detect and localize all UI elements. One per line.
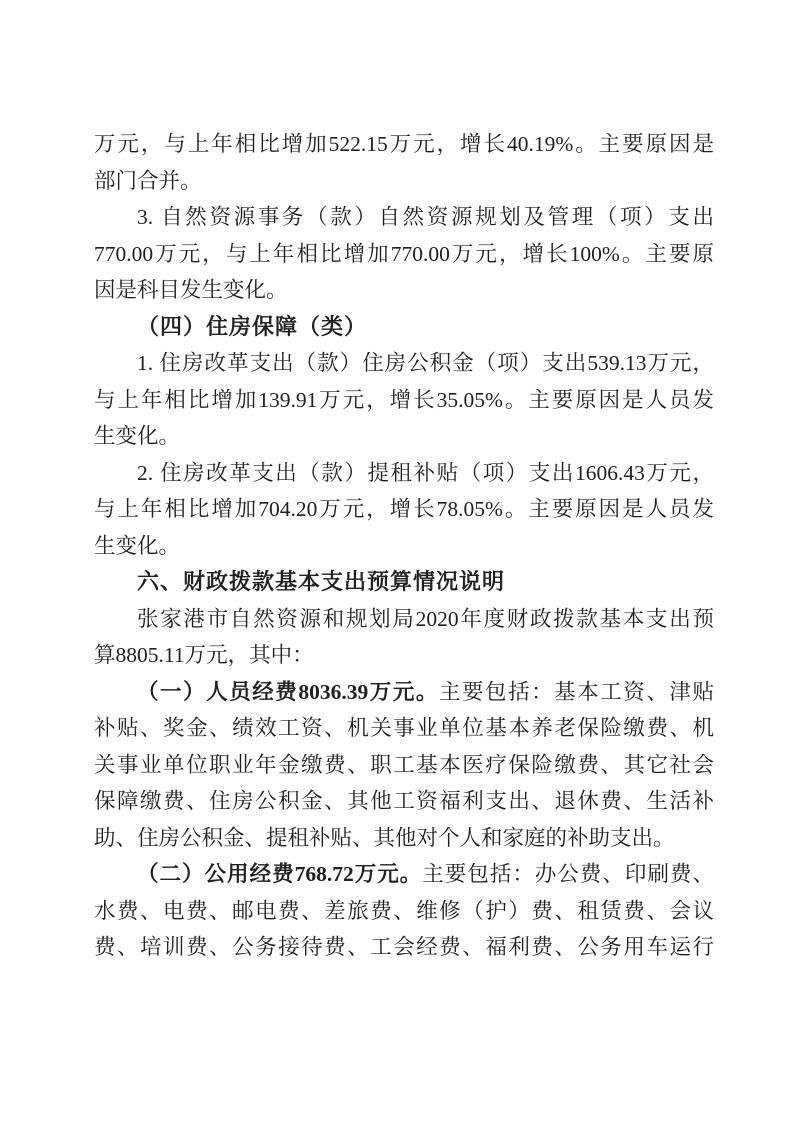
text-line: 部门合并。	[94, 168, 202, 193]
text-line	[94, 674, 714, 711]
text-line: 费、培训费、公务接待费、工会经费、福利费、公务用车运行	[94, 935, 714, 959]
text-line: 助、住房公积金、提租补贴、其他对个人和家庭的补助支出。	[94, 825, 675, 850]
text-line: 生变化。	[94, 533, 181, 558]
text-line: 水费、电费、邮电费、差旅费、维修（护）费、租赁费、会议	[94, 898, 714, 923]
text-line: 与上年相比增加704.20万元，增长78.05%。主要原因是人员发	[94, 497, 714, 521]
text-line: 与上年相比增加139.91万元，增长35.05%。主要原因是人员发	[94, 387, 714, 412]
text-line: 1. 住房改革支出（款）住房公积金（项）支出539.13万元，	[137, 351, 714, 375]
text-line: 万元，与上年相比增加522.15万元，增长40.19%。主要原因是	[94, 132, 714, 156]
document-body	[94, 126, 714, 966]
text-line: 算8805.11万元，其中：	[94, 643, 314, 667]
text-line: 770.00万元，与上年相比增加770.00万元，增长100%。主要原	[94, 241, 714, 266]
text-line	[94, 856, 714, 893]
text-line: 生变化。	[94, 424, 181, 448]
heading-basic-expenditure-note: 六、财政拨款基本支出预算情况说明	[137, 569, 506, 594]
text-segment: 主要包括：办公费、印刷费、	[422, 862, 714, 886]
text-line: 补贴、奖金、绩效工资、机关事业单位基本养老保险缴费、机	[94, 716, 714, 740]
text-line: 关事业单位职业年金缴费、职工基本医疗保险缴费、其它社会	[94, 752, 714, 777]
text-segment: 主要包括：基本工资、津贴	[438, 679, 714, 704]
text-line: 2. 住房改革支出（款）提租补贴（项）支出1606.43万元，	[137, 460, 714, 485]
heading-housing-category: （四）住房保障（类）	[137, 313, 368, 339]
expense-lead-personnel: （一）人员经费8036.39万元。	[137, 679, 439, 704]
text-line: 保障缴费、住房公积金、其他工资福利支出、退休费、生活补	[94, 789, 714, 813]
text-line: 张家港市自然资源和规划局2020年度财政拨款基本支出预	[137, 606, 714, 631]
text-line: 3. 自然资源事务（款）自然资源规划及管理（项）支出	[137, 205, 714, 229]
text-line: 因是科目发生变化。	[94, 278, 288, 302]
expense-lead-public: （二）公用经费768.72万元。	[137, 862, 423, 886]
